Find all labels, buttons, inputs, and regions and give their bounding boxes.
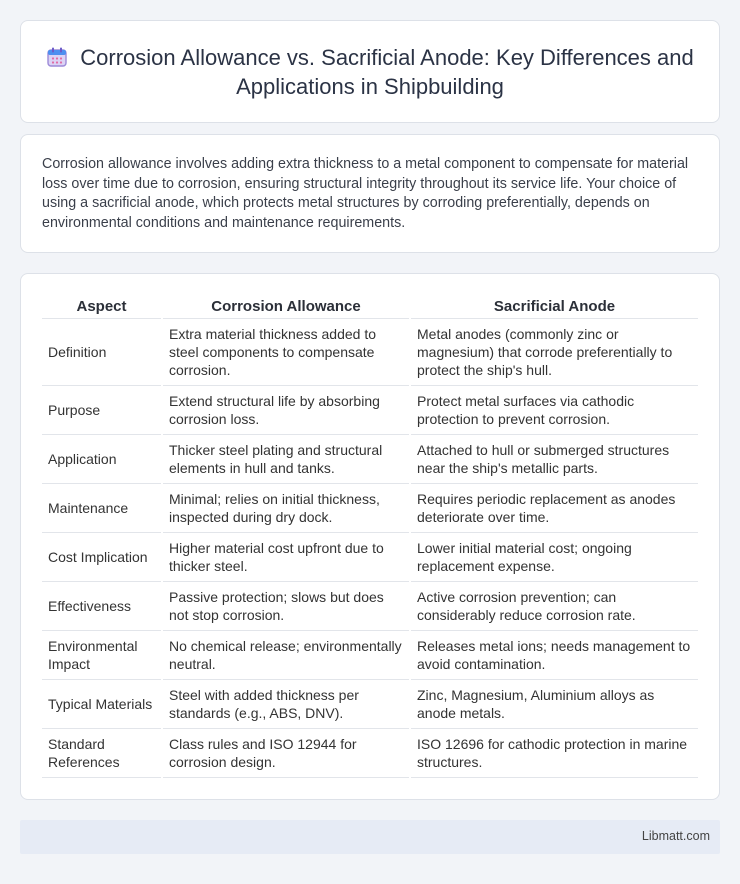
intro-paragraph: Corrosion allowance involves adding extra thickness to a metal component to compensate for material loss over time due to corrosion, ensuring structural integrity throughout its service life. Your choice of using a sacrificial anode, which protects metal structures by corroding preferentially, depends on environmental conditions and maintenance requirements. <box>42 156 689 231</box>
row-aspect: Purpose <box>42 386 162 435</box>
table-row <box>42 386 698 435</box>
table-row <box>42 435 698 484</box>
table-row <box>42 729 698 778</box>
row-allowance: No chemical release; environmentally neutral. <box>162 631 410 680</box>
row-aspect: Effectiveness <box>42 582 162 631</box>
row-allowance: Class rules and ISO 12944 for corrosion design. <box>162 729 410 778</box>
table-row <box>42 631 698 680</box>
comparison-table <box>42 294 698 778</box>
row-anode: Zinc, Magnesium, Aluminium alloys as anode metals. <box>410 680 698 729</box>
row-allowance: Higher material cost upfront due to thicker steel. <box>162 533 410 582</box>
row-anode: Requires periodic replacement as anodes deteriorate over time. <box>410 484 698 533</box>
table-row <box>42 680 698 729</box>
row-allowance: Steel with added thickness per standards (e.g., ABS, DNV). <box>162 680 410 729</box>
page-title-wrap <box>41 43 699 101</box>
row-anode: Lower initial material cost; ongoing replacement expense. <box>410 533 698 582</box>
title-card <box>20 20 720 123</box>
table-row <box>42 582 698 631</box>
row-aspect: Standard References <box>42 729 162 778</box>
row-anode: ISO 12696 for cathodic protection in marine structures. <box>410 729 698 778</box>
intro-card <box>20 134 720 253</box>
table-header-row <box>42 294 698 319</box>
row-aspect: Environmental Impact <box>42 631 162 680</box>
row-anode: Attached to hull or submerged structures near the ship's metallic parts. <box>410 435 698 484</box>
row-anode: Protect metal surfaces via cathodic protection to prevent corrosion. <box>410 386 698 435</box>
row-allowance: Extra material thickness added to steel components to compensate corrosion. <box>162 319 410 386</box>
table-row <box>42 484 698 533</box>
row-anode: Releases metal ions; needs management to avoid contamination. <box>410 631 698 680</box>
row-anode: Metal anodes (commonly zinc or magnesium) that corrode preferentially to protect the ship's hull. <box>410 319 698 386</box>
row-allowance: Minimal; relies on initial thickness, inspected during dry dock. <box>162 484 410 533</box>
calendar-icon <box>46 46 68 68</box>
comparison-card <box>20 273 720 800</box>
row-anode: Active corrosion prevention; can considerably reduce corrosion rate. <box>410 582 698 631</box>
header-aspect: Aspect <box>42 294 162 319</box>
footer-bar <box>20 820 720 854</box>
row-allowance: Passive protection; slows but does not stop corrosion. <box>162 582 410 631</box>
row-aspect: Application <box>42 435 162 484</box>
header-sacrificial-anode: Sacrificial Anode <box>410 294 698 319</box>
table-row <box>42 533 698 582</box>
row-allowance: Extend structural life by absorbing corrosion loss. <box>162 386 410 435</box>
page-title: Corrosion Allowance vs. Sacrificial Anode: Key Differences and Applications in Shipbuilding <box>80 45 694 99</box>
row-allowance: Thicker steel plating and structural elements in hull and tanks. <box>162 435 410 484</box>
row-aspect: Cost Implication <box>42 533 162 582</box>
table-row <box>42 319 698 386</box>
header-corrosion-allowance: Corrosion Allowance <box>162 294 410 319</box>
footer-brand-link[interactable]: Libmatt.com <box>641 829 710 843</box>
row-aspect: Maintenance <box>42 484 162 533</box>
row-aspect: Definition <box>42 319 162 386</box>
row-aspect: Typical Materials <box>42 680 162 729</box>
